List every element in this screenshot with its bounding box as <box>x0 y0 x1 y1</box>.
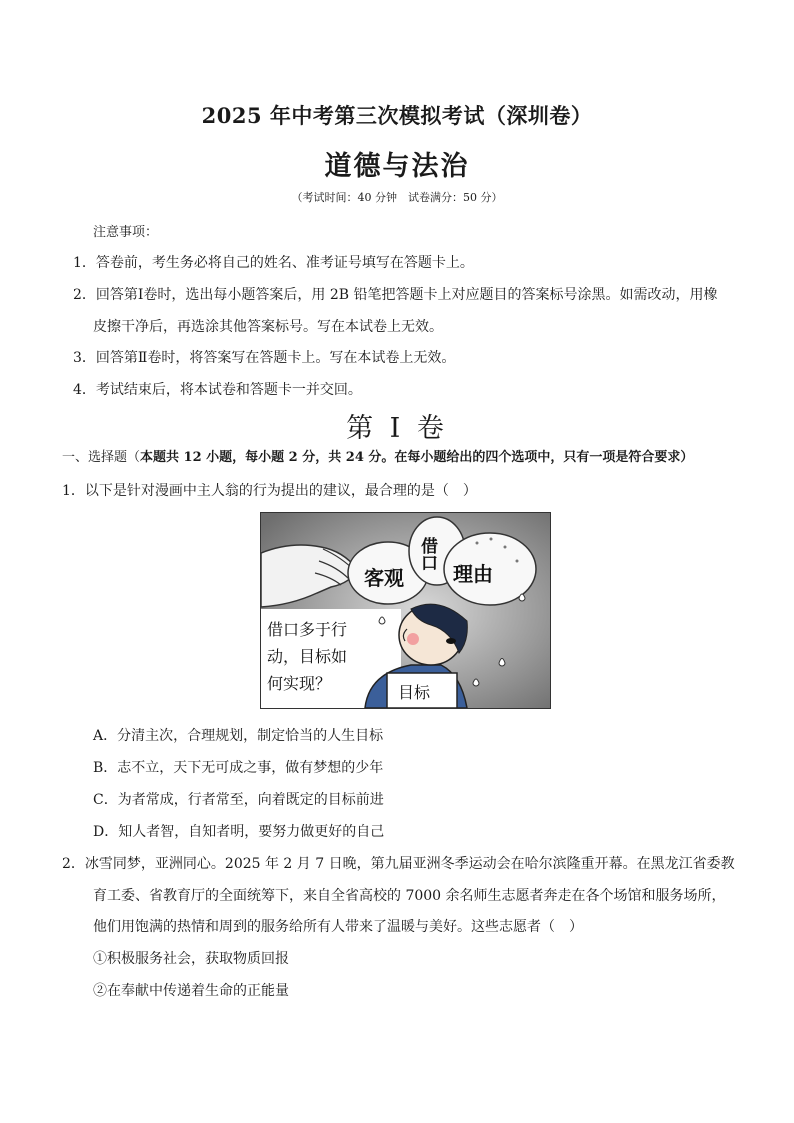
question-1-stem: 1．以下是针对漫画中主人翁的行为提出的建议，最合理的是（ ） <box>62 483 477 499</box>
section-prefix: 一、选择题（ <box>62 450 141 465</box>
exam-info: （考试时间：40 分钟 试卷满分：50 分） <box>291 191 503 204</box>
option-b: B．志不立，天下无可成之事，做有梦想的少年 <box>93 760 384 776</box>
bubble-right-text: 理由 <box>453 562 493 586</box>
question-2-line: 2．冰雪同梦，亚洲同心。2025 年 2 月 7 日晚，第九届亚洲冬季运动会在哈尔滨隆重开幕。在黑龙江省委教 <box>62 856 735 872</box>
note-item: 4．考试结束后，将本试卷和答题卡一并交回。 <box>73 382 362 398</box>
note-item-continued: 皮擦干净后，再选涂其他答案标号。写在本试卷上无效。 <box>93 319 443 335</box>
statement-2: ②在奉献中传递着生命的正能量 <box>93 983 289 999</box>
comic-illustration <box>260 512 551 709</box>
caption-line-3: 何实现？ <box>267 674 332 693</box>
question-2-line: 他们用饱满的热情和周到的服务给所有人带来了温暖与美好。这些志愿者（ ） <box>93 919 583 935</box>
bubble-mid-text: 借口 <box>417 537 437 571</box>
caption-line-2: 动，目标如 <box>267 647 348 666</box>
option-d: D．知人者智，自知者明，要努力做更好的自己 <box>93 824 385 840</box>
subject-title: 道德与法治 <box>324 151 470 182</box>
section-heading <box>62 446 693 465</box>
part-title: 第 I 卷 <box>346 413 448 444</box>
question-2-line: 育工委、省教育厅的全面统筹下，来自全省高校的 7000 余名师生志愿者奔走在各个场馆和服务场所， <box>93 888 726 904</box>
statement-1: ①积极服务社会，获取物质回报 <box>93 951 289 967</box>
sign-text: 目标 <box>398 683 431 702</box>
note-item: 1．答卷前，考生务必将自己的姓名、准考证号填写在答题卡上。 <box>73 255 474 271</box>
option-a: A．分清主次，合理规划，制定恰当的人生目标 <box>93 728 384 744</box>
caption-line-1: 借口多于行 <box>267 620 348 639</box>
bubble-left-text: 客观 <box>364 566 404 590</box>
notes-title: 注意事项： <box>93 225 159 240</box>
exam-title: 2025 年中考第三次模拟考试（深圳卷） <box>201 103 593 128</box>
note-item: 2．回答第Ⅰ卷时，选出每小题答案后，用 2B 铅笔把答题卡上对应题目的答案标号涂黑。如需改动，用橡 <box>73 287 718 303</box>
section-instructions: 本题共 12 小题，每小题 2 分，共 24 分。在每小题给出的四个选项中，只有一项是符合要求） <box>140 450 694 465</box>
option-c: C．为者常成，行者常至，向着既定的目标前进 <box>93 792 384 808</box>
note-item: 3．回答第Ⅱ卷时，将答案写在答题卡上。写在本试卷上无效。 <box>73 350 456 366</box>
